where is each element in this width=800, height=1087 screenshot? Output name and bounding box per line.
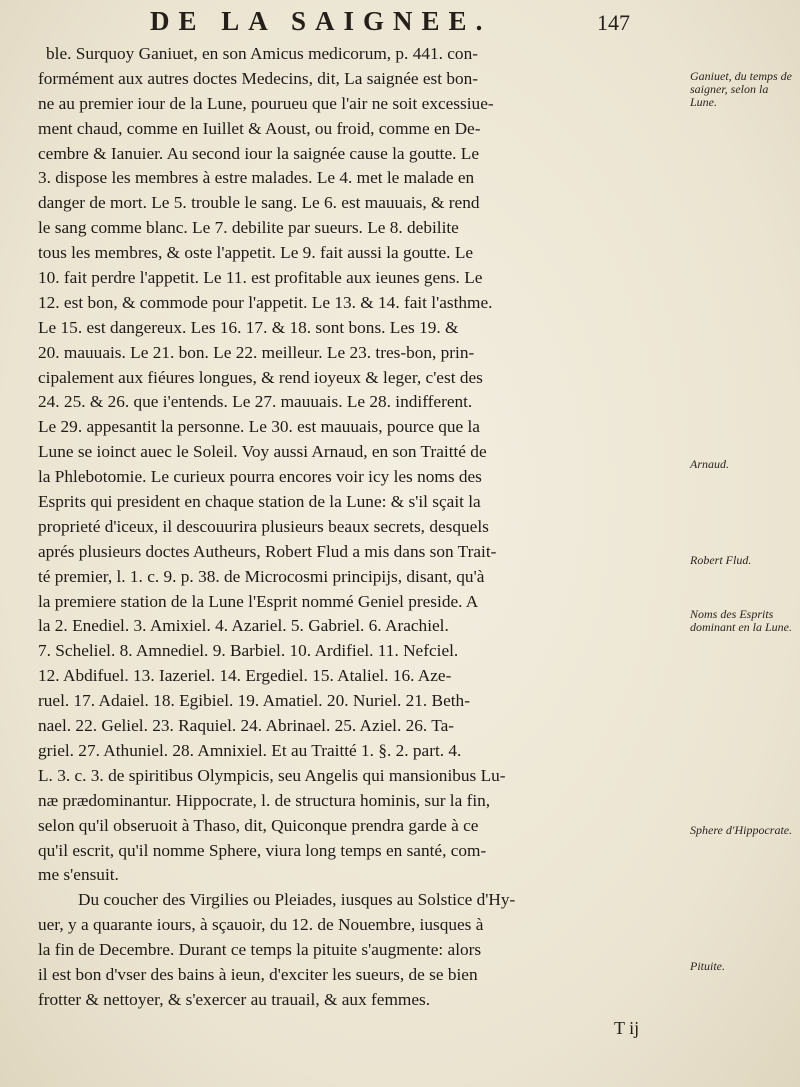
text-line: Le 29. appesantit la personne. Le 30. est mauuais, pource que la: [38, 417, 480, 437]
text-line: proprieté d'iceux, il descouurira plusieurs beaux secrets, desquels: [38, 516, 489, 536]
text-line: 10. fait perdre l'appetit. Le 11. est profitable aux ieunes gens. Le: [38, 268, 483, 288]
text-line: il est bon d'vser des bains à ieun, d'exciter les sueurs, de se bien: [38, 964, 478, 984]
margin-note-spirits: Noms des Esprits dominant en la Lune.: [690, 607, 792, 634]
text-line: 12. est bon, & commode pour l'appetit. Le 13. & 14. fait l'asthme.: [38, 292, 493, 312]
text-line: næ prædominantur. Hippocrate, l. de structura hominis, sur la fin,: [38, 790, 491, 810]
margin-note-sphere: Sphere d'Hippocrate.: [690, 823, 793, 837]
text-line: 3. dispose les membres à estre malades. Le 4. met le malade en: [38, 168, 475, 188]
page-number: 147: [597, 10, 630, 35]
text-line: 12. Abdifuel. 13. Iazeriel. 14. Ergediel. 15. Ataliel. 16. Aze-: [38, 666, 452, 686]
text-line: nael. 22. Geliel. 23. Raquiel. 24. Abrinael. 25. Aziel. 26. Ta-: [38, 716, 455, 736]
margin-note-pituite: Pituite.: [690, 959, 725, 973]
text-line: qu'il escrit, qu'il nomme Sphere, viura long temps en santé, com-: [38, 840, 487, 860]
text-line: ment chaud, comme en Iuillet & Aoust, ou froid, comme en De-: [38, 118, 481, 138]
catchword: T ij: [614, 1018, 640, 1038]
text-line: frotter & nettoyer, & s'exercer au trauail, & aux femmes.: [38, 989, 431, 1009]
text-line: cembre & Ianuier. Au second iour la saignée cause la goutte. Le: [38, 143, 479, 163]
text-line: danger de mort. Le 5. trouble le sang. Le 6. est mauuais, & rend: [38, 193, 480, 213]
main-text-block: [38, 42, 685, 1013]
margin-note-arnaud: Arnaud.: [690, 457, 729, 471]
text-line: la 2. Enediel. 3. Amixiel. 4. Azariel. 5. Gabriel. 6. Arachiel.: [38, 616, 449, 636]
text-line: la fin de Decembre. Durant ce temps la pituite s'augmente: alors: [38, 940, 482, 960]
text-line: aprés plusieurs doctes Autheurs, Robert Flud a mis dans son Trait-: [38, 541, 497, 561]
margin-note-ganiuet: Ganiuet, du temps de saigner, selon la Lune.: [690, 69, 792, 109]
text-line: me s'ensuit.: [38, 865, 119, 885]
running-title: DE LA SAIGNEE.: [150, 6, 492, 36]
text-line: ne au premier iour de la Lune, pourueu que l'air ne soit excessiue-: [38, 93, 494, 113]
text-line: formément aux autres doctes Medecins, dit, La saignée est bon-: [38, 68, 479, 88]
text-line: griel. 27. Athuniel. 28. Amnixiel. Et au Traitté 1. §. 2. part. 4.: [38, 740, 462, 760]
text-line: 7. Scheliel. 8. Amnediel. 9. Barbiel. 10. Ardifiel. 11. Nefciel.: [38, 641, 459, 661]
text-line: uer, y a quarante iours, à sçauoir, du 12. de Nouembre, iusques à: [38, 915, 484, 935]
text-line: tous les membres, & oste l'appetit. Le 9. fait aussi la goutte. Le: [38, 243, 474, 263]
text-line: Esprits qui president en chaque station de la Lune: & s'il sçait la: [38, 492, 481, 512]
text-line: Lune se ioinct auec le Soleil. Voy aussi Arnaud, en son Traitté de: [38, 442, 487, 462]
margin-note-flud: Robert Flud.: [690, 553, 752, 567]
text-line: Du coucher des Virgilies ou Pleiades, iusques au Solstice d'Hy-: [78, 890, 516, 910]
text-line: Le 15. est dangereux. Les 16. 17. & 18. sont bons. Les 19. &: [38, 317, 459, 337]
text-line: té premier, l. 1. c. 9. p. 38. de Microcosmi principijs, disant, qu'à: [38, 566, 485, 586]
text-line: selon qu'il obseruoit à Thaso, dit, Quiconque prendra garde à ce: [38, 815, 479, 835]
running-head: [150, 6, 630, 46]
text-line: ble. Surquoy Ganiuet, en son Amicus medicorum, p. 441. con-: [46, 44, 478, 63]
text-line: le sang comme blanc. Le 7. debilite par sueurs. Le 8. debilite: [38, 218, 459, 238]
text-line: L. 3. c. 3. de spiritibus Olympicis, seu Angelis qui mansionibus Lu-: [38, 765, 506, 785]
text-line: cipalement aux fiéures longues, & rend ioyeux & leger, c'est des: [38, 367, 483, 387]
text-line: 20. mauuais. Le 21. bon. Le 22. meilleur. Le 23. tres-bon, prin-: [38, 342, 475, 362]
text-line: la premiere station de la Lune l'Esprit nommé Geniel preside. A: [38, 591, 479, 611]
text-line: la Phlebotomie. Le curieux pourra encores voir icy les noms des: [38, 467, 482, 487]
text-line: ruel. 17. Adaiel. 18. Egibiel. 19. Amatiel. 20. Nuriel. 21. Beth-: [38, 691, 470, 711]
text-line: 24. 25. & 26. que i'entends. Le 27. mauuais. Le 28. indifferent.: [38, 392, 473, 412]
